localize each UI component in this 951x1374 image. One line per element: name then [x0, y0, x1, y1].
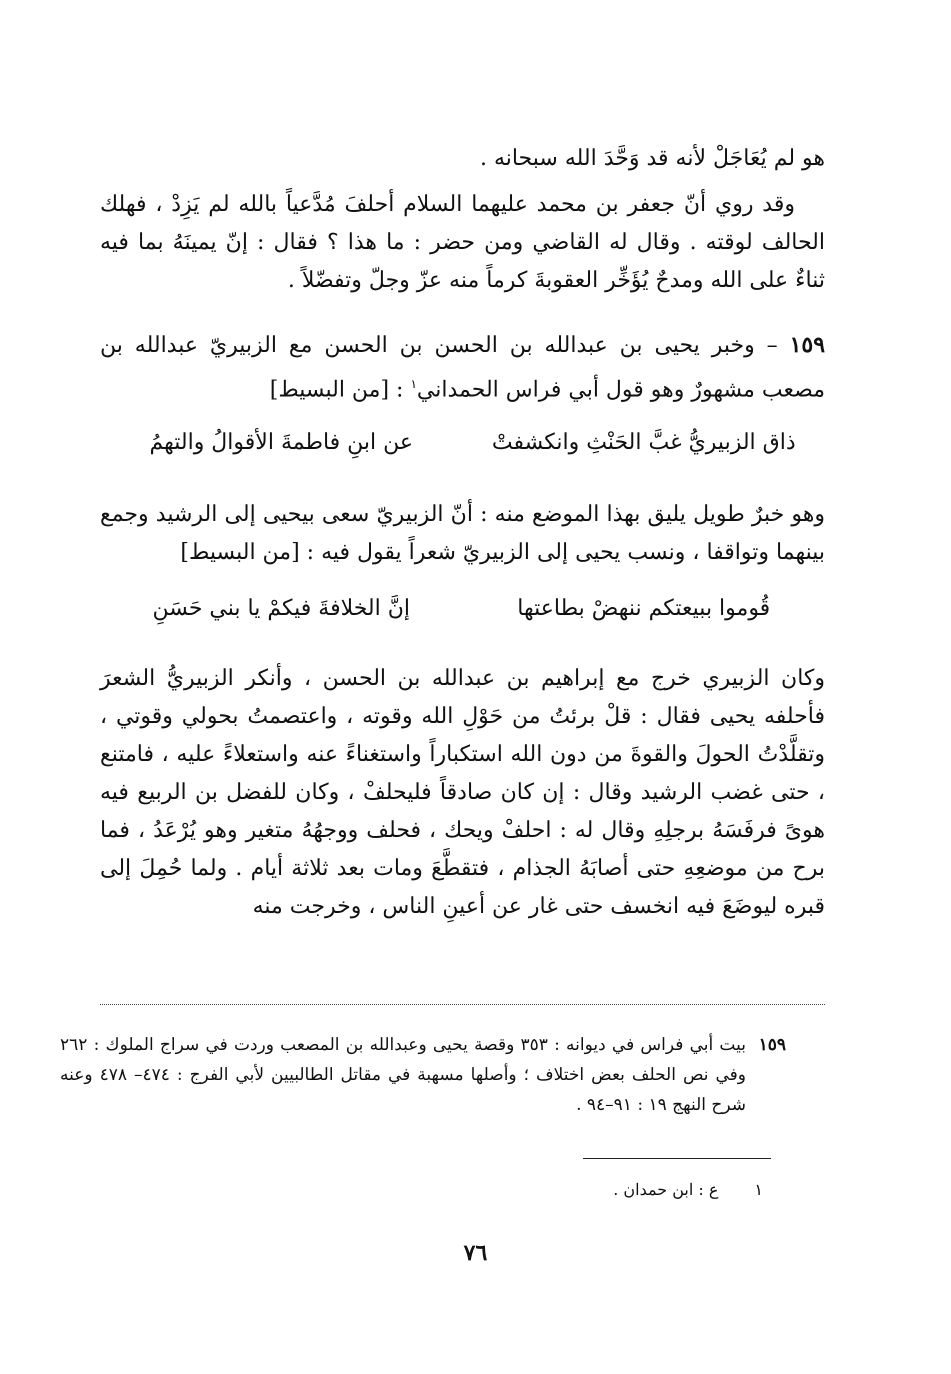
footnote-1-number: ١ — [754, 1180, 763, 1199]
section-number: ١٥٩ — [789, 332, 826, 358]
verse-2-second-hemistich: إنَّ الخلافةَ فيكمْ يا بني حَسَنِ — [152, 596, 411, 621]
footnote-main-number: ١٥٩ — [758, 1035, 786, 1055]
paragraph-1: هو لم يُعَاجَلْ لأنه قد وَحَّدَ الله سبحانه . — [479, 146, 825, 171]
footnote-separator-dotted — [100, 1004, 825, 1005]
footnote-separator-line — [583, 1158, 771, 1159]
verse-2 — [100, 590, 825, 628]
footnote-main — [60, 1030, 786, 1120]
footnote-main-text: بيت أبي فراس في ديوانه : ٣٥٣ وقصة يحيى وعبدالله بن المصعب وردت في سراج الملوك : ٢٦٢ وفي نص الحلف بعض اختلاف ؛ وأصلها مسهبة في مقاتل الطالبيين لأبي الفرج : ٤٧٤– ٤٧٨ وعنه شرح النهج ١٩ : ٩١–٩٤ . — [60, 1035, 746, 1115]
paragraph-3-text: – وخبر يحيى بن عبدالله بن الحسن بن الحسن مع الزبيريّ عبدالله بن مصعب مشهورٌ وهو قول أبي فراس الحمداني — [100, 333, 825, 403]
verse-1-second-hemistich: عن ابنِ فاطمةَ الأقوالُ والتهمُ — [149, 430, 414, 455]
paragraph-3-tail: : [من البسيط] — [269, 377, 411, 403]
paragraph-2: وقد روي أنّ جعفر بن محمد عليهما السلام أحلفَ مُدَّعياً بالله لم يَزِدْ ، فهلك الحالف لوقته . وقال له القاضي ومن حضر : ما هذا ؟ فقال : إنّ يمينَهُ بما فيه ثناءٌ على الله ومدحٌ يُؤَخِّر العقوبةَ كرماً منه عزّ وجلّ وتفضّلاً . — [100, 192, 825, 293]
verse-1-first-hemistich: ذاق الزبيريُّ غبَّ الحَنْثِ وانكشفتْ — [491, 430, 796, 455]
verse-1 — [100, 424, 825, 462]
page-number: ٧٦ — [463, 1240, 488, 1266]
footnote-1-text: ع : ابن حمدان . — [613, 1180, 719, 1199]
verse-2-first-hemistich: قُوموا ببيعتكم ننهضْ بطاعتها — [517, 596, 771, 621]
paragraph-5: وكان الزبيري خرج مع إبراهيم بن عبدالله بن الحسن ، وأنكر الزبيريُّ الشعرَ فأحلفه يحيى فقال : قلْ برئتُ من حَوْلِ الله وقوته ، واعتصمتُ بحولي وقوتي ، وتقلَّدْتُ الحولَ والقوةَ من دون الله استكباراً واستغناءً عنه واستعلاءً عليه ، فامتنع ، حتى غضب الرشيد وقال : إن كان صادقاً فليحلفْ ، وكان للفضل بن الربيع فيه هوىً فرفَسَهُ برجلِهِ وقال له : احلفْ ويحك ، فحلف ووجهُهُ متغير وهو يُرْعَدُ ، فما برح من موضعِهِ حتى أصابَهُ الجذام ، فتقطَّعَ ومات بعد ثلاثة أيام . ولما حُمِلَ إلى قبره ليوضَعَ فيه انخسف حتى غار عن أعينِ الناس ، وخرجت منه — [100, 666, 825, 919]
paragraph-3 — [100, 326, 825, 409]
footnote-1 — [613, 1178, 763, 1202]
paragraph-4: وهو خبرٌ طويل يليق بهذا الموضع منه : أنّ الزبيريّ سعى بيحيى إلى الرشيد وجمع بينهما وتواقفا ، ونسب يحيى إلى الزبيريّ شعراً يقول فيه : [من البسيط] — [100, 502, 825, 565]
footnote-marker: ١ — [410, 377, 417, 391]
